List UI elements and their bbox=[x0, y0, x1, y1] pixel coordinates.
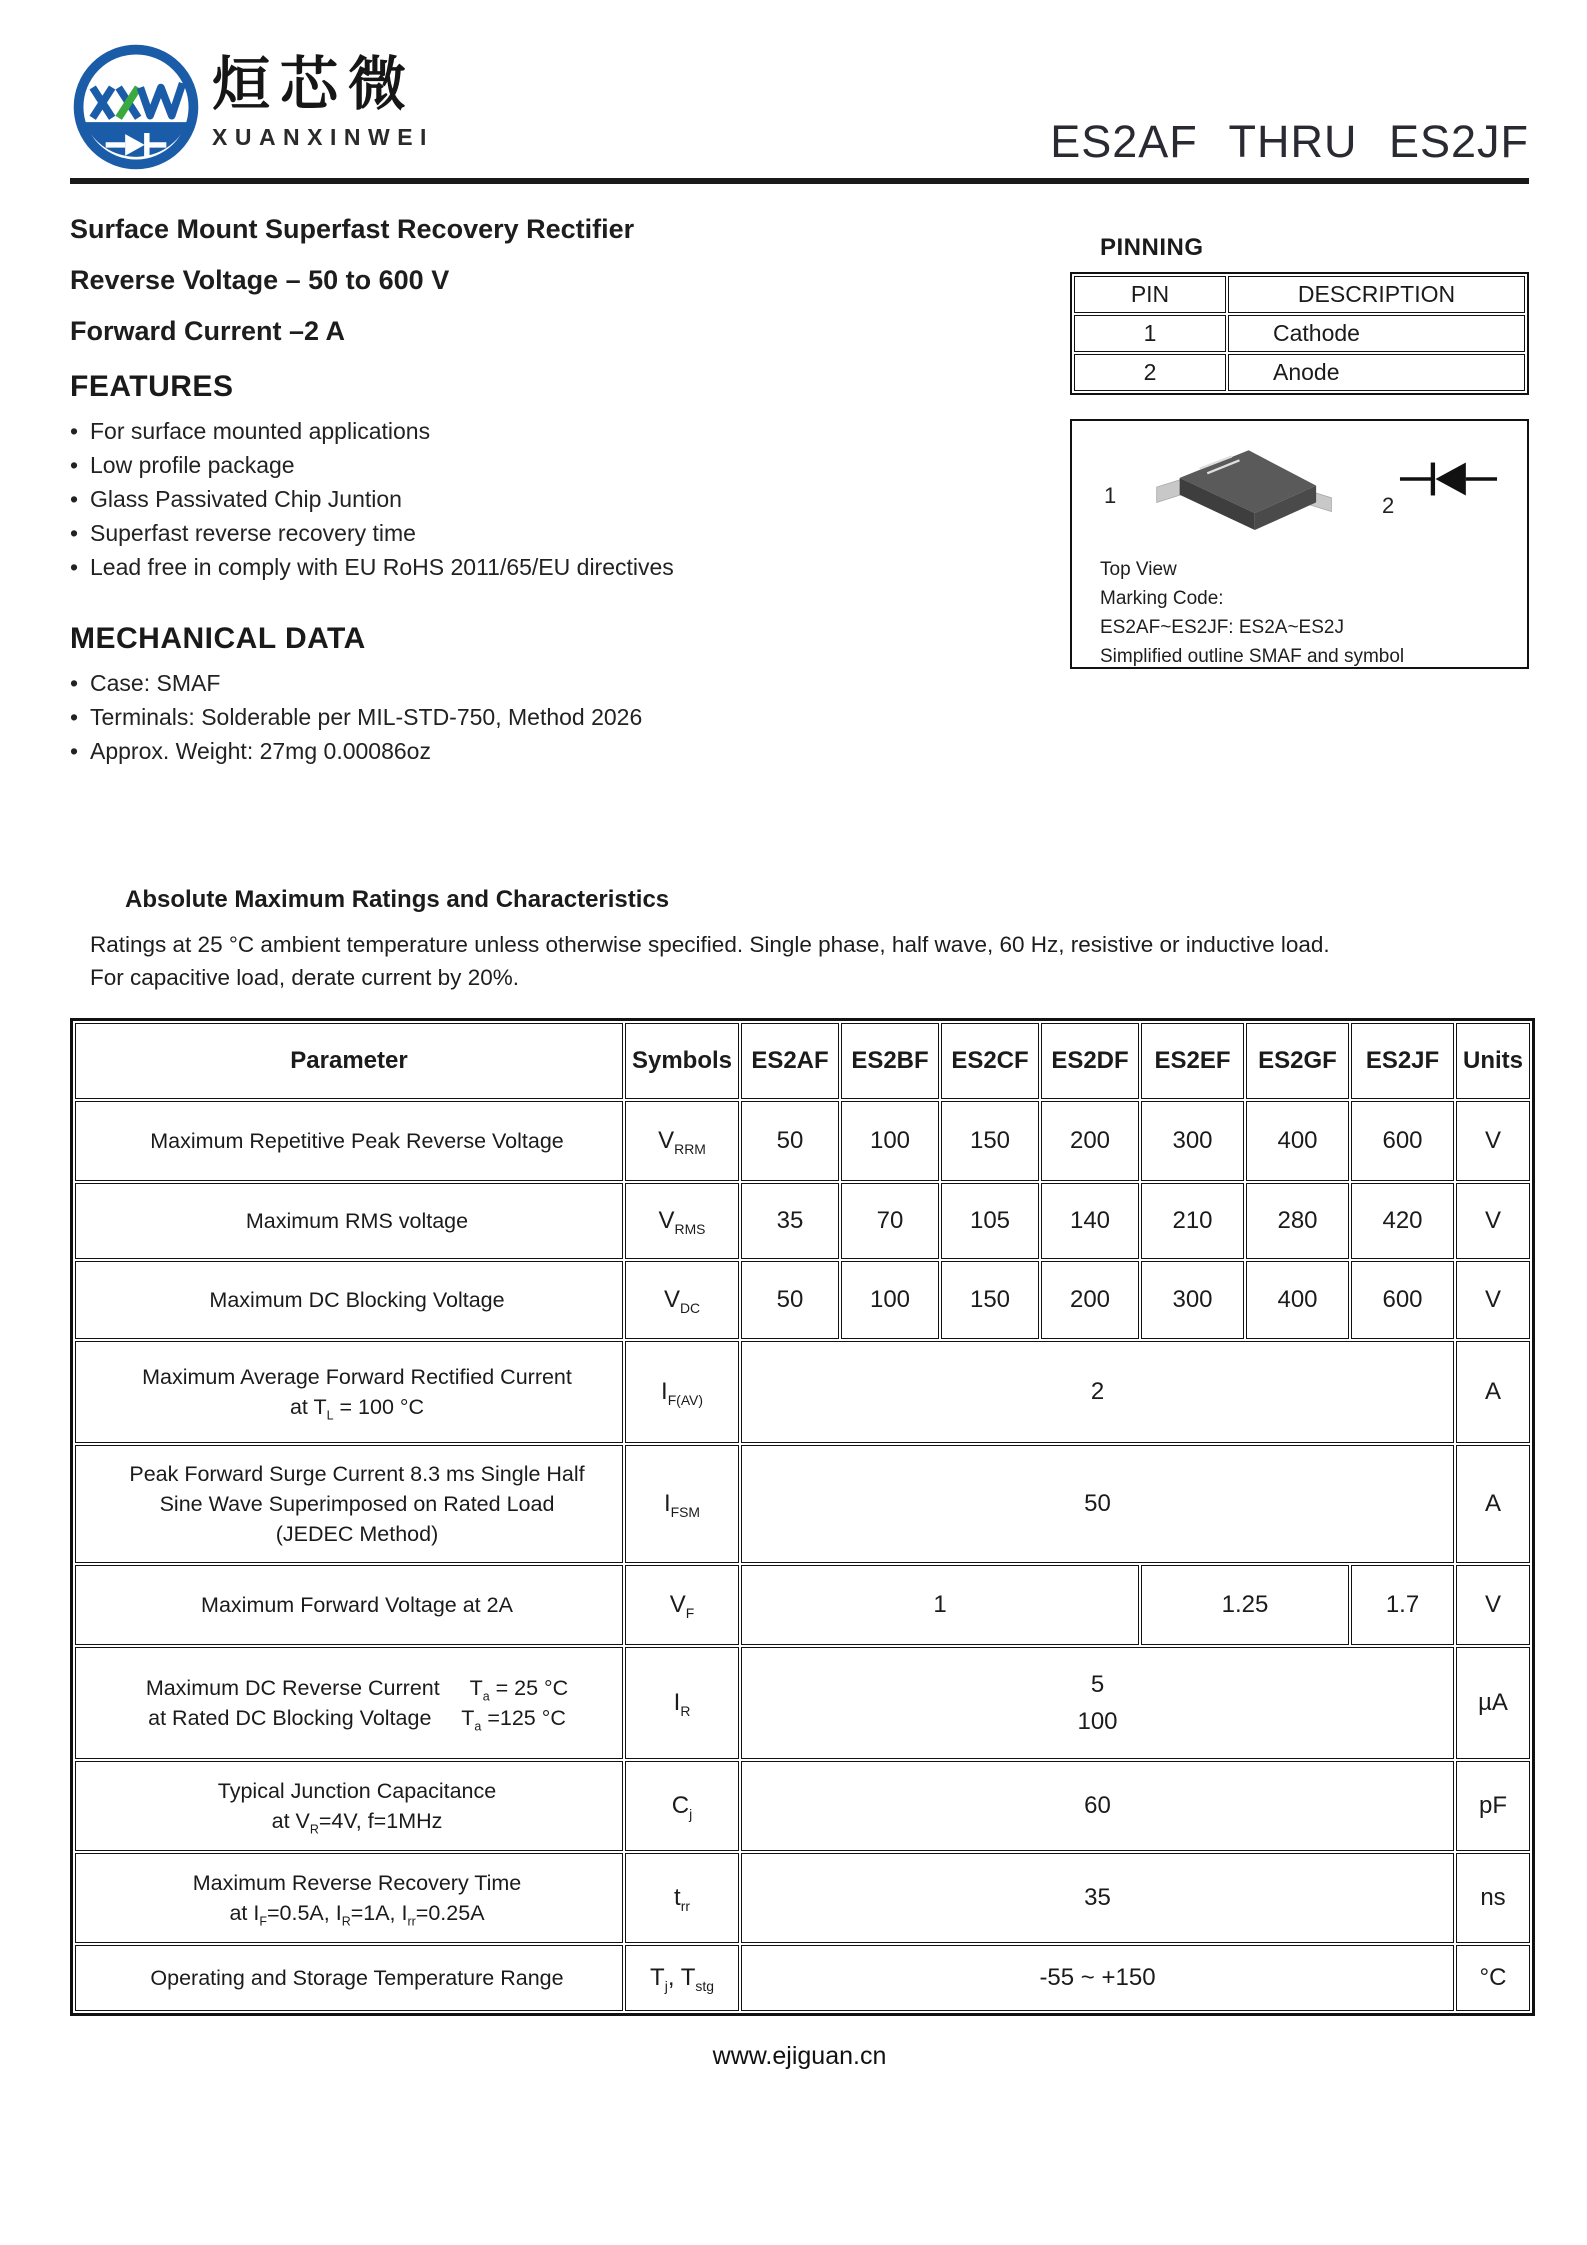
ratings-note: Ratings at 25 °C ambient temperature unless otherwise specified. Single phase, half wave, 60 Hz, resistive or inductive load. For capacitive load, derate current by 20%. bbox=[90, 932, 1330, 990]
brand-names bbox=[212, 48, 434, 151]
col-header-es2gf: ES2GF bbox=[1246, 1023, 1349, 1099]
brand-block bbox=[70, 42, 434, 172]
bullet-icon: • bbox=[70, 670, 79, 696]
pinning-heading: PINNING bbox=[1100, 234, 1204, 261]
value-cell: 420 bbox=[1351, 1183, 1454, 1259]
ratings-header-row bbox=[75, 1023, 1530, 1099]
package-outline-box bbox=[1070, 419, 1529, 669]
table-row bbox=[75, 1445, 1530, 1563]
symbol-cell: $V_F$ bbox=[625, 1565, 739, 1645]
brand-name-chinese: 烜芯微 bbox=[212, 52, 417, 117]
symbol-cell: $T_j$, $T_{stg}$ bbox=[625, 1945, 739, 2011]
bullet-icon: • bbox=[70, 452, 79, 478]
param-cell: Peak Forward Surge Current 8.3 ms Single Half Sine Wave Superimposed on Rated Load (JEDEC Method) bbox=[75, 1445, 623, 1563]
param-cell: Maximum Forward Voltage at 2A bbox=[75, 1565, 623, 1645]
unit-cell: A bbox=[1456, 1445, 1530, 1563]
symbol-cell: $I_{FSM}$ bbox=[625, 1445, 739, 1563]
unit-cell: V bbox=[1456, 1183, 1530, 1259]
feature-item: • Glass Passivated Chip Juntion bbox=[70, 482, 910, 516]
value-cell: 1.7 bbox=[1351, 1565, 1454, 1645]
bullet-icon: • bbox=[70, 520, 79, 546]
value-cell: 210 bbox=[1141, 1183, 1244, 1259]
value-cell: 300 bbox=[1141, 1261, 1244, 1339]
forward-current-line: Forward Current –2 A bbox=[70, 316, 346, 346]
value-cell: 150 bbox=[941, 1101, 1039, 1181]
col-header-parameter: Parameter bbox=[75, 1023, 623, 1099]
unit-cell: A bbox=[1456, 1341, 1530, 1443]
feature-item: • Low profile package bbox=[70, 448, 910, 482]
value-cell: 300 bbox=[1141, 1101, 1244, 1181]
param-cell: Typical Junction Capacitance at $V_R=4V$, f=1MHz bbox=[75, 1761, 623, 1851]
right-column bbox=[1070, 212, 1529, 768]
website-link[interactable]: www.ejiguan.cn bbox=[712, 2042, 887, 2070]
table-row bbox=[75, 1853, 1530, 1943]
bullet-icon: • bbox=[70, 738, 79, 764]
pin-number: 2 bbox=[1074, 354, 1226, 391]
ratings-heading: Absolute Maximum Ratings and Characteristics bbox=[125, 886, 670, 913]
table-row bbox=[75, 1761, 1530, 1851]
unit-cell: V bbox=[1456, 1101, 1530, 1181]
symbol-cell: $t_{rr}$ bbox=[625, 1853, 739, 1943]
company-logo-icon bbox=[70, 42, 202, 172]
value-cell: 50 bbox=[741, 1261, 839, 1339]
value-cell: 1.25 bbox=[1141, 1565, 1349, 1645]
param-cell: Maximum RMS voltage bbox=[75, 1183, 623, 1259]
value-cell: 100 bbox=[841, 1261, 939, 1339]
col-header-es2bf: ES2BF bbox=[841, 1023, 939, 1099]
unit-cell: µA bbox=[1456, 1647, 1530, 1759]
table-row bbox=[1074, 315, 1525, 352]
value-cell: 50 bbox=[741, 1445, 1454, 1563]
param-cell: Maximum DC Blocking Voltage bbox=[75, 1261, 623, 1339]
bullet-icon: • bbox=[70, 486, 79, 512]
col-header-units: Units bbox=[1456, 1023, 1530, 1099]
table-row bbox=[1074, 354, 1525, 391]
value-cell: 50 bbox=[741, 1101, 839, 1181]
pin-description: Cathode bbox=[1228, 315, 1525, 352]
feature-item: • Superfast reverse recovery time bbox=[70, 516, 910, 550]
value-cell: 105 bbox=[941, 1183, 1039, 1259]
mechanical-item: • Terminals: Solderable per MIL-STD-750, Method 2026 bbox=[70, 700, 910, 734]
mechanical-item: • Approx. Weight: 27mg 0.00086oz bbox=[70, 734, 910, 768]
symbol-cell: $V_{DC}$ bbox=[625, 1261, 739, 1339]
pin-column-header: PIN bbox=[1074, 276, 1226, 313]
value-cell: 2 bbox=[741, 1341, 1454, 1443]
value-cell: 600 bbox=[1351, 1101, 1454, 1181]
value-cell: 100 bbox=[841, 1101, 939, 1181]
col-header-es2af: ES2AF bbox=[741, 1023, 839, 1099]
value-cell: 140 bbox=[1041, 1183, 1139, 1259]
product-subtitle: Surface Mount Superfast Recovery Rectifier bbox=[70, 214, 635, 244]
bullet-icon: • bbox=[70, 418, 79, 444]
bullet-icon: • bbox=[70, 704, 79, 730]
value-cell: 150 bbox=[941, 1261, 1039, 1339]
table-row bbox=[75, 1341, 1530, 1443]
table-row bbox=[75, 1261, 1530, 1339]
table-row bbox=[75, 1945, 1530, 2011]
package-caption-line: Top View bbox=[1100, 559, 1177, 580]
left-column bbox=[70, 212, 910, 768]
param-cell: Maximum Reverse Recovery Time at $I_F=0.5A$, $I_R=1A$, $I_{rr}=0.25A$ bbox=[75, 1853, 623, 1943]
document-title: ES2AF THRU ES2JF bbox=[1050, 116, 1529, 167]
diode-symbol-icon bbox=[1396, 453, 1501, 505]
col-header-es2cf: ES2CF bbox=[941, 1023, 1039, 1099]
value-cell: 1 bbox=[741, 1565, 1139, 1645]
value-cell: 200 bbox=[1041, 1261, 1139, 1339]
value-cell: 280 bbox=[1246, 1183, 1349, 1259]
col-header-es2df: ES2DF bbox=[1041, 1023, 1139, 1099]
col-header-symbols: Symbols bbox=[625, 1023, 739, 1099]
value-cell: 60 bbox=[741, 1761, 1454, 1851]
brand-name-english: XUANXINWEI bbox=[212, 124, 434, 150]
mechanical-heading: MECHANICAL DATA bbox=[70, 622, 366, 655]
value-cell: 400 bbox=[1246, 1101, 1349, 1181]
param-cell: Operating and Storage Temperature Range bbox=[75, 1945, 623, 2011]
value-cell: 70 bbox=[841, 1183, 939, 1259]
bullet-icon: • bbox=[70, 554, 79, 580]
pin1-label: 1 bbox=[1104, 483, 1117, 508]
package-caption-line: Marking Code: bbox=[1100, 588, 1224, 609]
unit-cell: V bbox=[1456, 1261, 1530, 1339]
reverse-voltage-line: Reverse Voltage – 50 to 600 V bbox=[70, 265, 450, 295]
value-cell: 5 100 bbox=[741, 1647, 1454, 1759]
pin2-label: 2 bbox=[1382, 493, 1395, 518]
pinning-table bbox=[1070, 272, 1529, 395]
symbol-cell: $V_{RMS}$ bbox=[625, 1183, 739, 1259]
unit-cell: V bbox=[1456, 1565, 1530, 1645]
value-cell: 400 bbox=[1246, 1261, 1349, 1339]
header-rule bbox=[70, 178, 1529, 184]
feature-item: • For surface mounted applications bbox=[70, 414, 910, 448]
package-caption-line: ES2AF~ES2JF: ES2A~ES2J bbox=[1100, 617, 1344, 638]
value-cell: -55 ~ +150 bbox=[741, 1945, 1454, 2011]
table-row bbox=[75, 1647, 1530, 1759]
features-heading: FEATURES bbox=[70, 370, 234, 403]
col-header-es2jf: ES2JF bbox=[1351, 1023, 1454, 1099]
table-row bbox=[75, 1183, 1530, 1259]
table-row bbox=[75, 1101, 1530, 1181]
pin-description: Anode bbox=[1228, 354, 1525, 391]
pinning-header-row bbox=[1074, 276, 1525, 313]
param-cell: Maximum DC Reverse Current $T_a = 25$ °C at Rated DC Blocking Voltage $T_a =125$ °C bbox=[75, 1647, 623, 1759]
description-column-header: DESCRIPTION bbox=[1228, 276, 1525, 313]
smaf-package-icon bbox=[1126, 435, 1356, 553]
ratings-table bbox=[70, 1018, 1535, 2016]
col-header-es2ef: ES2EF bbox=[1141, 1023, 1244, 1099]
param-cell: Maximum Repetitive Peak Reverse Voltage bbox=[75, 1101, 623, 1181]
page-header bbox=[70, 42, 1529, 172]
feature-item: • Lead free in comply with EU RoHS 2011/65/EU directives bbox=[70, 550, 910, 584]
symbol-cell: $V_{RRM}$ bbox=[625, 1101, 739, 1181]
pin-number: 1 bbox=[1074, 315, 1226, 352]
param-cell: Maximum Average Forward Rectified Current at $T_L = 100$ °C bbox=[75, 1341, 623, 1443]
package-caption-line: Simplified outline SMAF and symbol bbox=[1100, 646, 1405, 667]
symbol-cell: $I_{F(AV)}$ bbox=[625, 1341, 739, 1443]
value-cell: 35 bbox=[741, 1853, 1454, 1943]
mechanical-item: • Case: SMAF bbox=[70, 666, 910, 700]
symbol-cell: $C_j$ bbox=[625, 1761, 739, 1851]
value-cell: 35 bbox=[741, 1183, 839, 1259]
unit-cell: °C bbox=[1456, 1945, 1530, 2011]
unit-cell: pF bbox=[1456, 1761, 1530, 1851]
package-figure bbox=[1090, 435, 1509, 553]
unit-cell: ns bbox=[1456, 1853, 1530, 1943]
value-cell: 600 bbox=[1351, 1261, 1454, 1339]
table-row bbox=[75, 1565, 1530, 1645]
symbol-cell: $I_R$ bbox=[625, 1647, 739, 1759]
value-cell: 200 bbox=[1041, 1101, 1139, 1181]
